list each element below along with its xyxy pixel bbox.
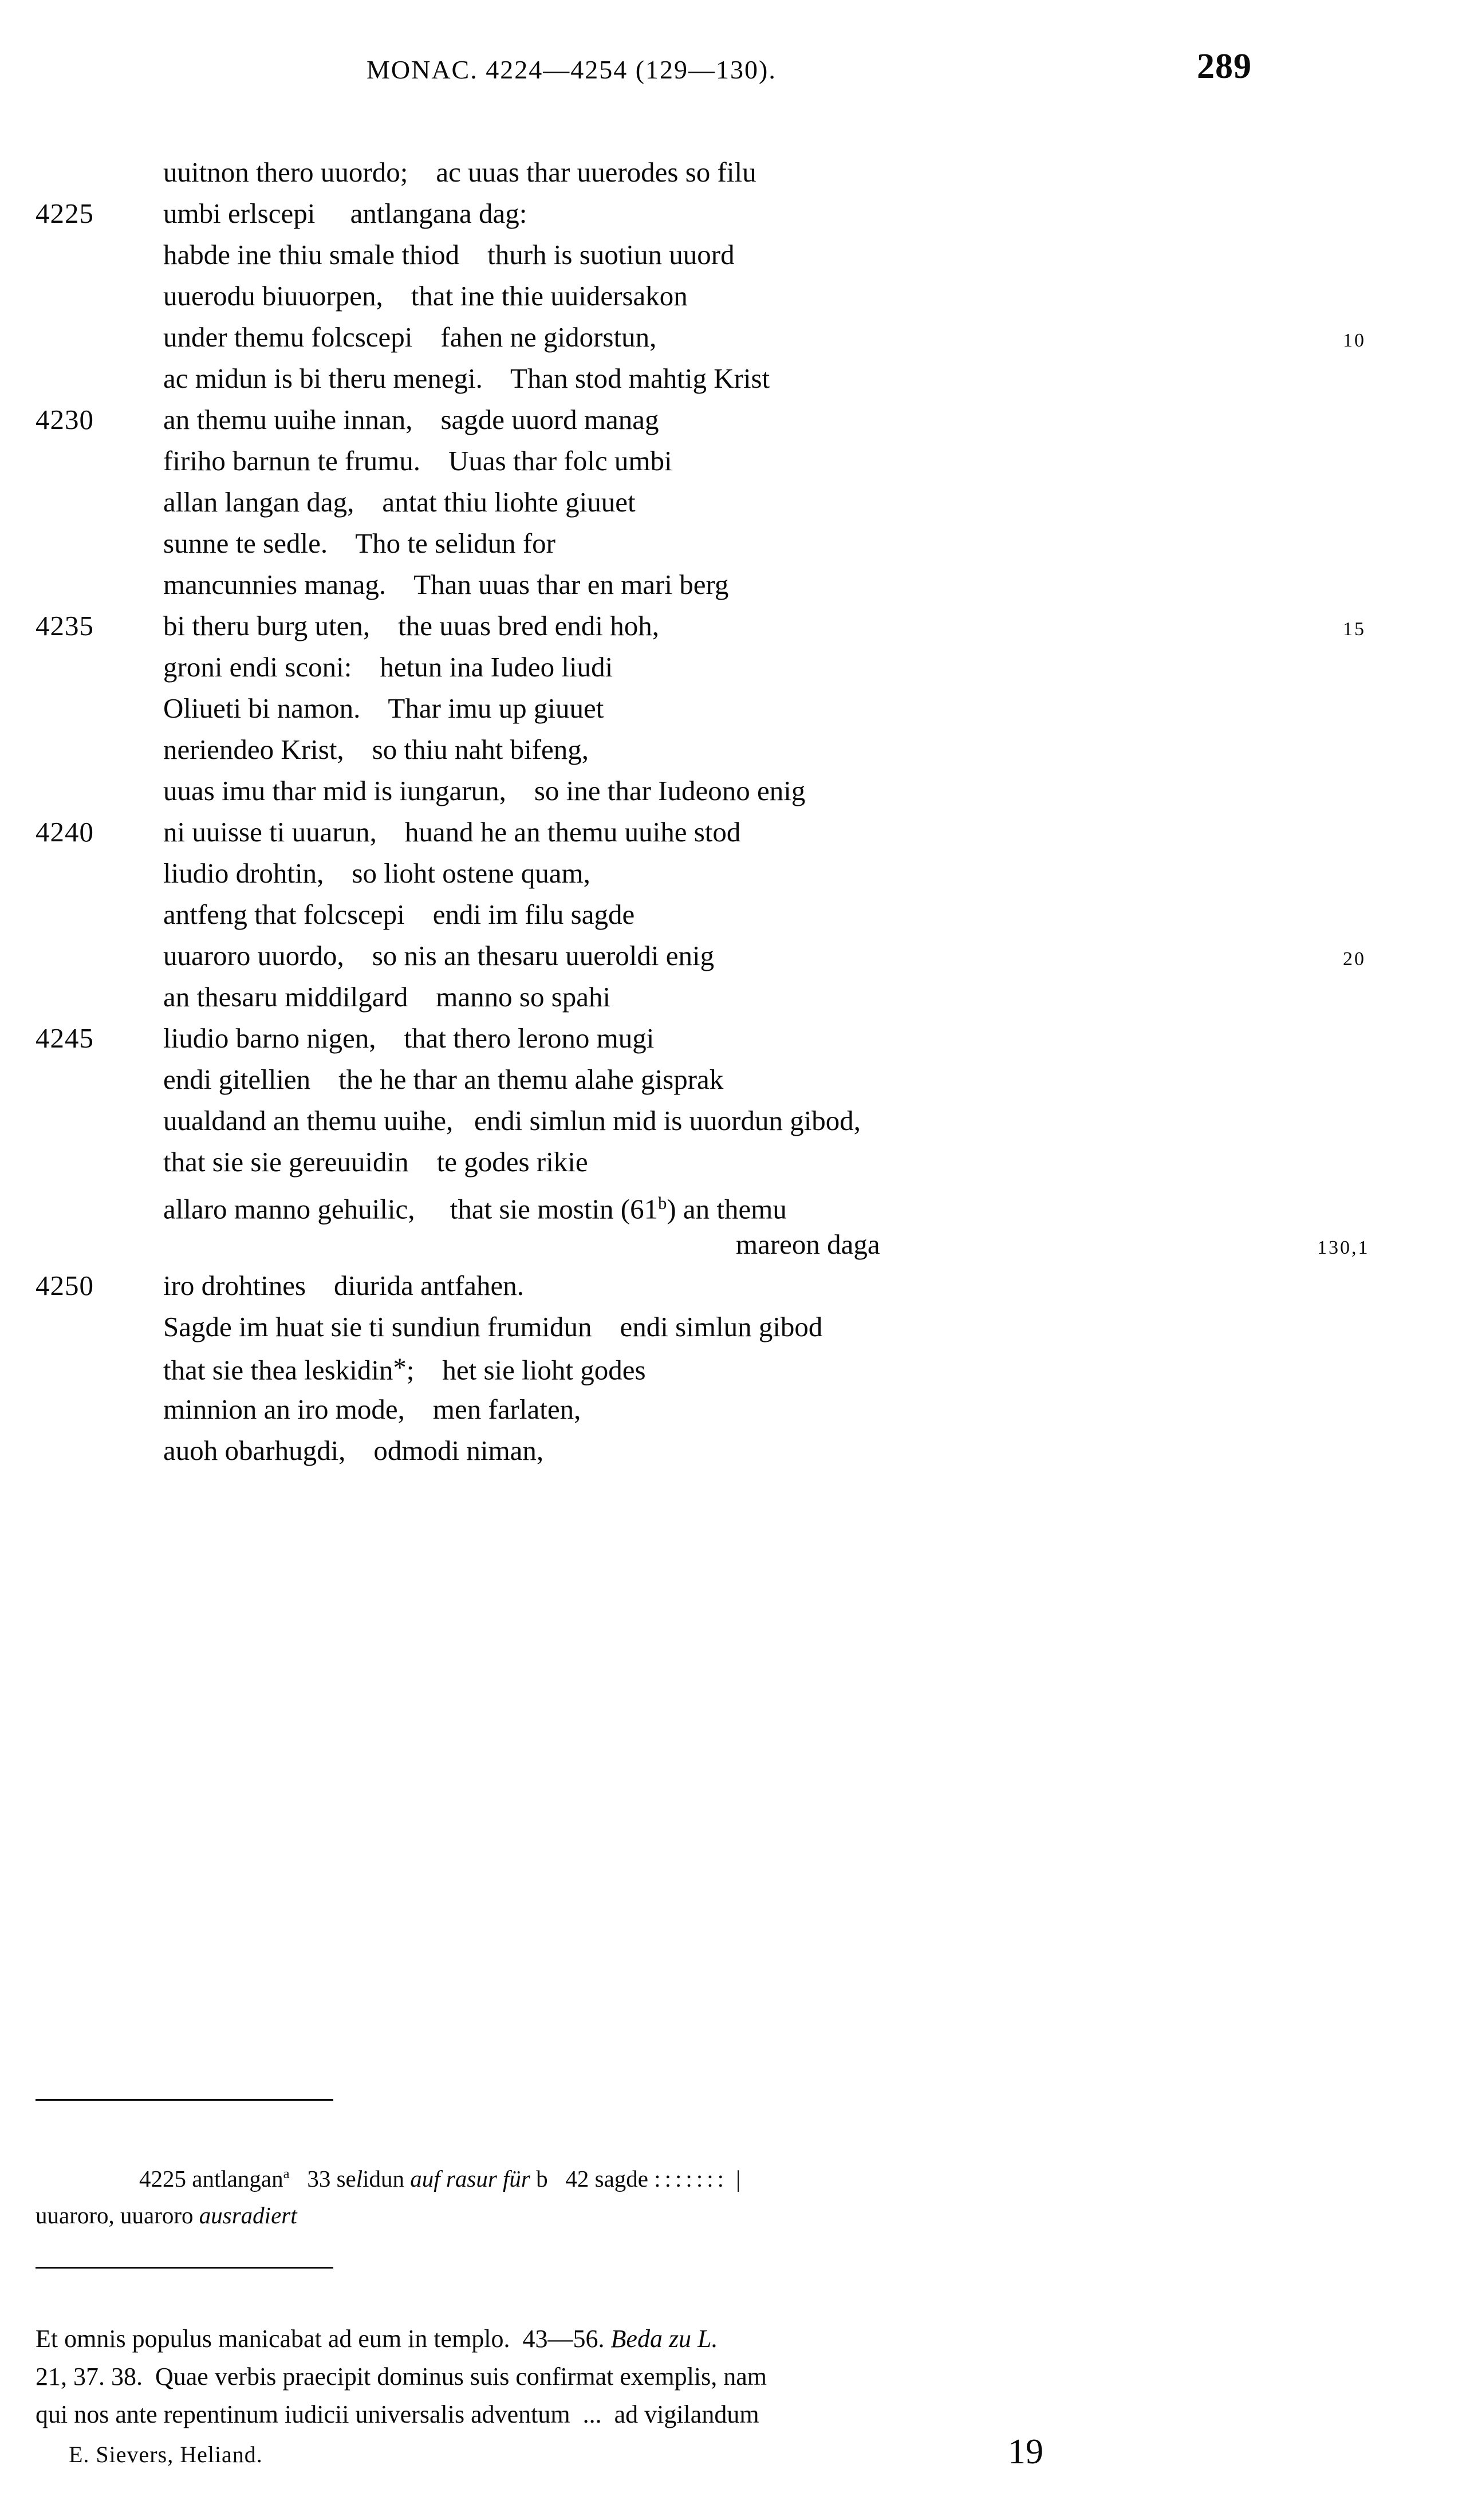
apparatus-divider bbox=[36, 2099, 333, 2101]
apparatus-entry-42: 42 sagde bbox=[565, 2165, 648, 2192]
verse-line bbox=[0, 234, 1466, 275]
verse-text: antfeng that folcscepi endi im filu sagde bbox=[163, 899, 635, 930]
apparatus-line2-italic: ausradiert bbox=[199, 2202, 297, 2228]
apparatus-entry-4225: 4225 antlangan bbox=[139, 2165, 283, 2192]
commentary-line3: qui nos ante repentinum iudicii universalis adventum ... ad vigilandum bbox=[36, 2400, 759, 2428]
verse-text: neriendeo Krist, so thiu naht bifeng, bbox=[163, 734, 589, 765]
page-number: 289 bbox=[1197, 47, 1252, 86]
footer-signature: E. Sievers, Heliand. bbox=[69, 2442, 263, 2467]
verse-line bbox=[0, 317, 1466, 358]
verse-line bbox=[0, 647, 1466, 688]
verse-text: an thesaru middilgard manno so spahi bbox=[163, 981, 611, 1013]
verse-line bbox=[0, 688, 1466, 729]
verse-line bbox=[0, 770, 1466, 812]
verse-line bbox=[0, 1389, 1466, 1430]
apparatus-entry-33-c: b bbox=[530, 2165, 548, 2192]
verse-text: sunne te sedle. Tho te selidun for bbox=[163, 527, 555, 559]
verse-text: umbi erlscepi antlangana dag: bbox=[163, 198, 527, 229]
running-title: MONAC. 4224—4254 (129—130). bbox=[366, 55, 777, 84]
commentary-line1-italic-source: Beda zu L. bbox=[610, 2325, 718, 2353]
verse-text: endi gitellien the he thar an themu alahe gisprak bbox=[163, 1064, 724, 1095]
verse-line bbox=[0, 523, 1466, 564]
commentary-divider bbox=[36, 2267, 333, 2269]
margin-line-number: 15 bbox=[1343, 619, 1366, 640]
verse-line bbox=[0, 193, 1466, 234]
verse-text: allan langan dag, antat thiu liohte giuuet bbox=[163, 486, 636, 518]
apparatus-vertical-bar: | bbox=[736, 2165, 741, 2192]
verse-line bbox=[0, 1183, 1466, 1224]
verse-text: ac midun is bi theru menegi. Than stod mahtig Krist bbox=[163, 363, 770, 394]
commentary-line1-text: Et omnis populus manicabat ad eum in templo. 43—56. bbox=[36, 2325, 611, 2353]
verse-text: uuaroro uuordo, so nis an thesaru uueroldi enig bbox=[163, 940, 715, 971]
verse-line bbox=[0, 894, 1466, 935]
folio-superscript-b: b bbox=[658, 1194, 667, 1213]
verse-text: mareon daga bbox=[736, 1228, 880, 1260]
margin-line-number: 20 bbox=[1343, 948, 1366, 970]
apparatus-entry-33-italic-note: auf rasur für bbox=[410, 2165, 530, 2192]
verse-line bbox=[0, 399, 1466, 440]
verse-text: bi theru burg uten, the uuas bred endi hoh, bbox=[163, 610, 659, 641]
verse-line bbox=[0, 812, 1466, 853]
verse-line bbox=[0, 1100, 1466, 1141]
apparatus-line2-text: uuaroro, uuaroro bbox=[36, 2202, 199, 2228]
verse-line bbox=[0, 1224, 1466, 1265]
verse-number: 4240 bbox=[36, 816, 94, 848]
verse-text: minnion an iro mode, men farlaten, bbox=[163, 1393, 581, 1425]
verse-text: uuas imu thar mid is iungarun, so ine thar Iudeono enig bbox=[163, 775, 806, 806]
running-head bbox=[0, 47, 1466, 94]
verse-text: habde ine thiu smale thiod thurh is suotiun uuord bbox=[163, 239, 735, 270]
verse-text: uuitnon thero uuordo; ac uuas thar uuerodes so filu bbox=[163, 156, 756, 188]
verse-line bbox=[0, 1141, 1466, 1183]
verse-block bbox=[0, 152, 1466, 1471]
verse-line bbox=[0, 935, 1466, 976]
verse-number: 4245 bbox=[36, 1022, 94, 1054]
verse-number: 4225 bbox=[36, 198, 94, 229]
verse-text: Sagde im huat sie ti sundiun frumidun endi simlun gibod bbox=[163, 1311, 823, 1342]
verse-text: uualdand an themu uuihe, endi simlun mid is uuordun gibod, bbox=[163, 1105, 861, 1136]
verse-line bbox=[0, 152, 1466, 193]
verse-line bbox=[0, 605, 1466, 647]
apparatus-entry-33-italic-l: l bbox=[356, 2165, 363, 2192]
margin-line-number: 10 bbox=[1343, 330, 1366, 351]
verse-text: auoh obarhugdi, odmodi niman, bbox=[163, 1435, 544, 1466]
verse-text: that sie thea leskidin*; het sie lioht godes bbox=[163, 1353, 646, 1386]
footnote-asterisk: * bbox=[393, 1353, 407, 1383]
verse-line bbox=[0, 275, 1466, 317]
latin-commentary bbox=[36, 2282, 1439, 2434]
verse-text: firiho barnun te frumu. Uuas thar folc umbi bbox=[163, 445, 672, 477]
commentary-line2: 21, 37. 38. Quae verbis praecipit dominus suis confirmat exemplis, nam bbox=[36, 2362, 767, 2391]
verse-line bbox=[0, 440, 1466, 482]
apparatus-entry-33-b: idun bbox=[362, 2165, 411, 2192]
verse-text: under themu folcscepi fahen ne gidorstun, bbox=[163, 321, 657, 353]
verse-text: allaro manno gehuilic, that sie mostin (61$^b$) an themu bbox=[163, 1193, 787, 1225]
verse-number: 4235 bbox=[36, 610, 94, 641]
verse-text: groni endi sconi: hetun ina Iudeo liudi bbox=[163, 651, 613, 683]
footer-sheet-number: 19 bbox=[1008, 2432, 1043, 2471]
apparatus-dots: ::::::: bbox=[654, 2165, 728, 2192]
verse-line bbox=[0, 482, 1466, 523]
verse-line bbox=[0, 729, 1466, 770]
verse-number: 4230 bbox=[36, 404, 94, 435]
verse-line bbox=[0, 1348, 1466, 1389]
verse-number: 4250 bbox=[36, 1270, 94, 1301]
verse-line bbox=[0, 1265, 1466, 1306]
verse-line bbox=[0, 1059, 1466, 1100]
verse-text: that sie sie gereuuidin te godes rikie bbox=[163, 1146, 588, 1178]
verse-text: an themu uuihe innan, sagde uuord manag bbox=[163, 404, 659, 435]
verse-text: uuerodu biuuorpen, that ine thie uuidersakon bbox=[163, 280, 688, 312]
verse-text: mancunnies manag. Than uuas thar en mari berg bbox=[163, 569, 729, 600]
verse-line bbox=[0, 358, 1466, 399]
verse-text: Oliueti bi namon. Thar imu up giuuet bbox=[163, 692, 604, 724]
verse-text: iro drohtines diurida antfahen. bbox=[163, 1270, 525, 1301]
verse-line bbox=[0, 1018, 1466, 1059]
verse-line bbox=[0, 853, 1466, 894]
margin-line-number: 130,1 bbox=[1317, 1237, 1370, 1258]
apparatus-superscript-a: a bbox=[283, 2166, 290, 2182]
verse-line bbox=[0, 1306, 1466, 1348]
verse-line bbox=[0, 1430, 1466, 1471]
verse-text: ni uuisse ti uuarun, huand he an themu uuihe stod bbox=[163, 816, 741, 848]
critical-apparatus bbox=[36, 2119, 1433, 2270]
verse-line bbox=[0, 976, 1466, 1018]
verse-text: liudio barno nigen, that thero lerono mugi bbox=[163, 1022, 655, 1054]
verse-line bbox=[0, 564, 1466, 605]
verse-text: liudio drohtin, so lioht ostene quam, bbox=[163, 857, 590, 889]
apparatus-entry-33-a: 33 se bbox=[307, 2165, 356, 2192]
